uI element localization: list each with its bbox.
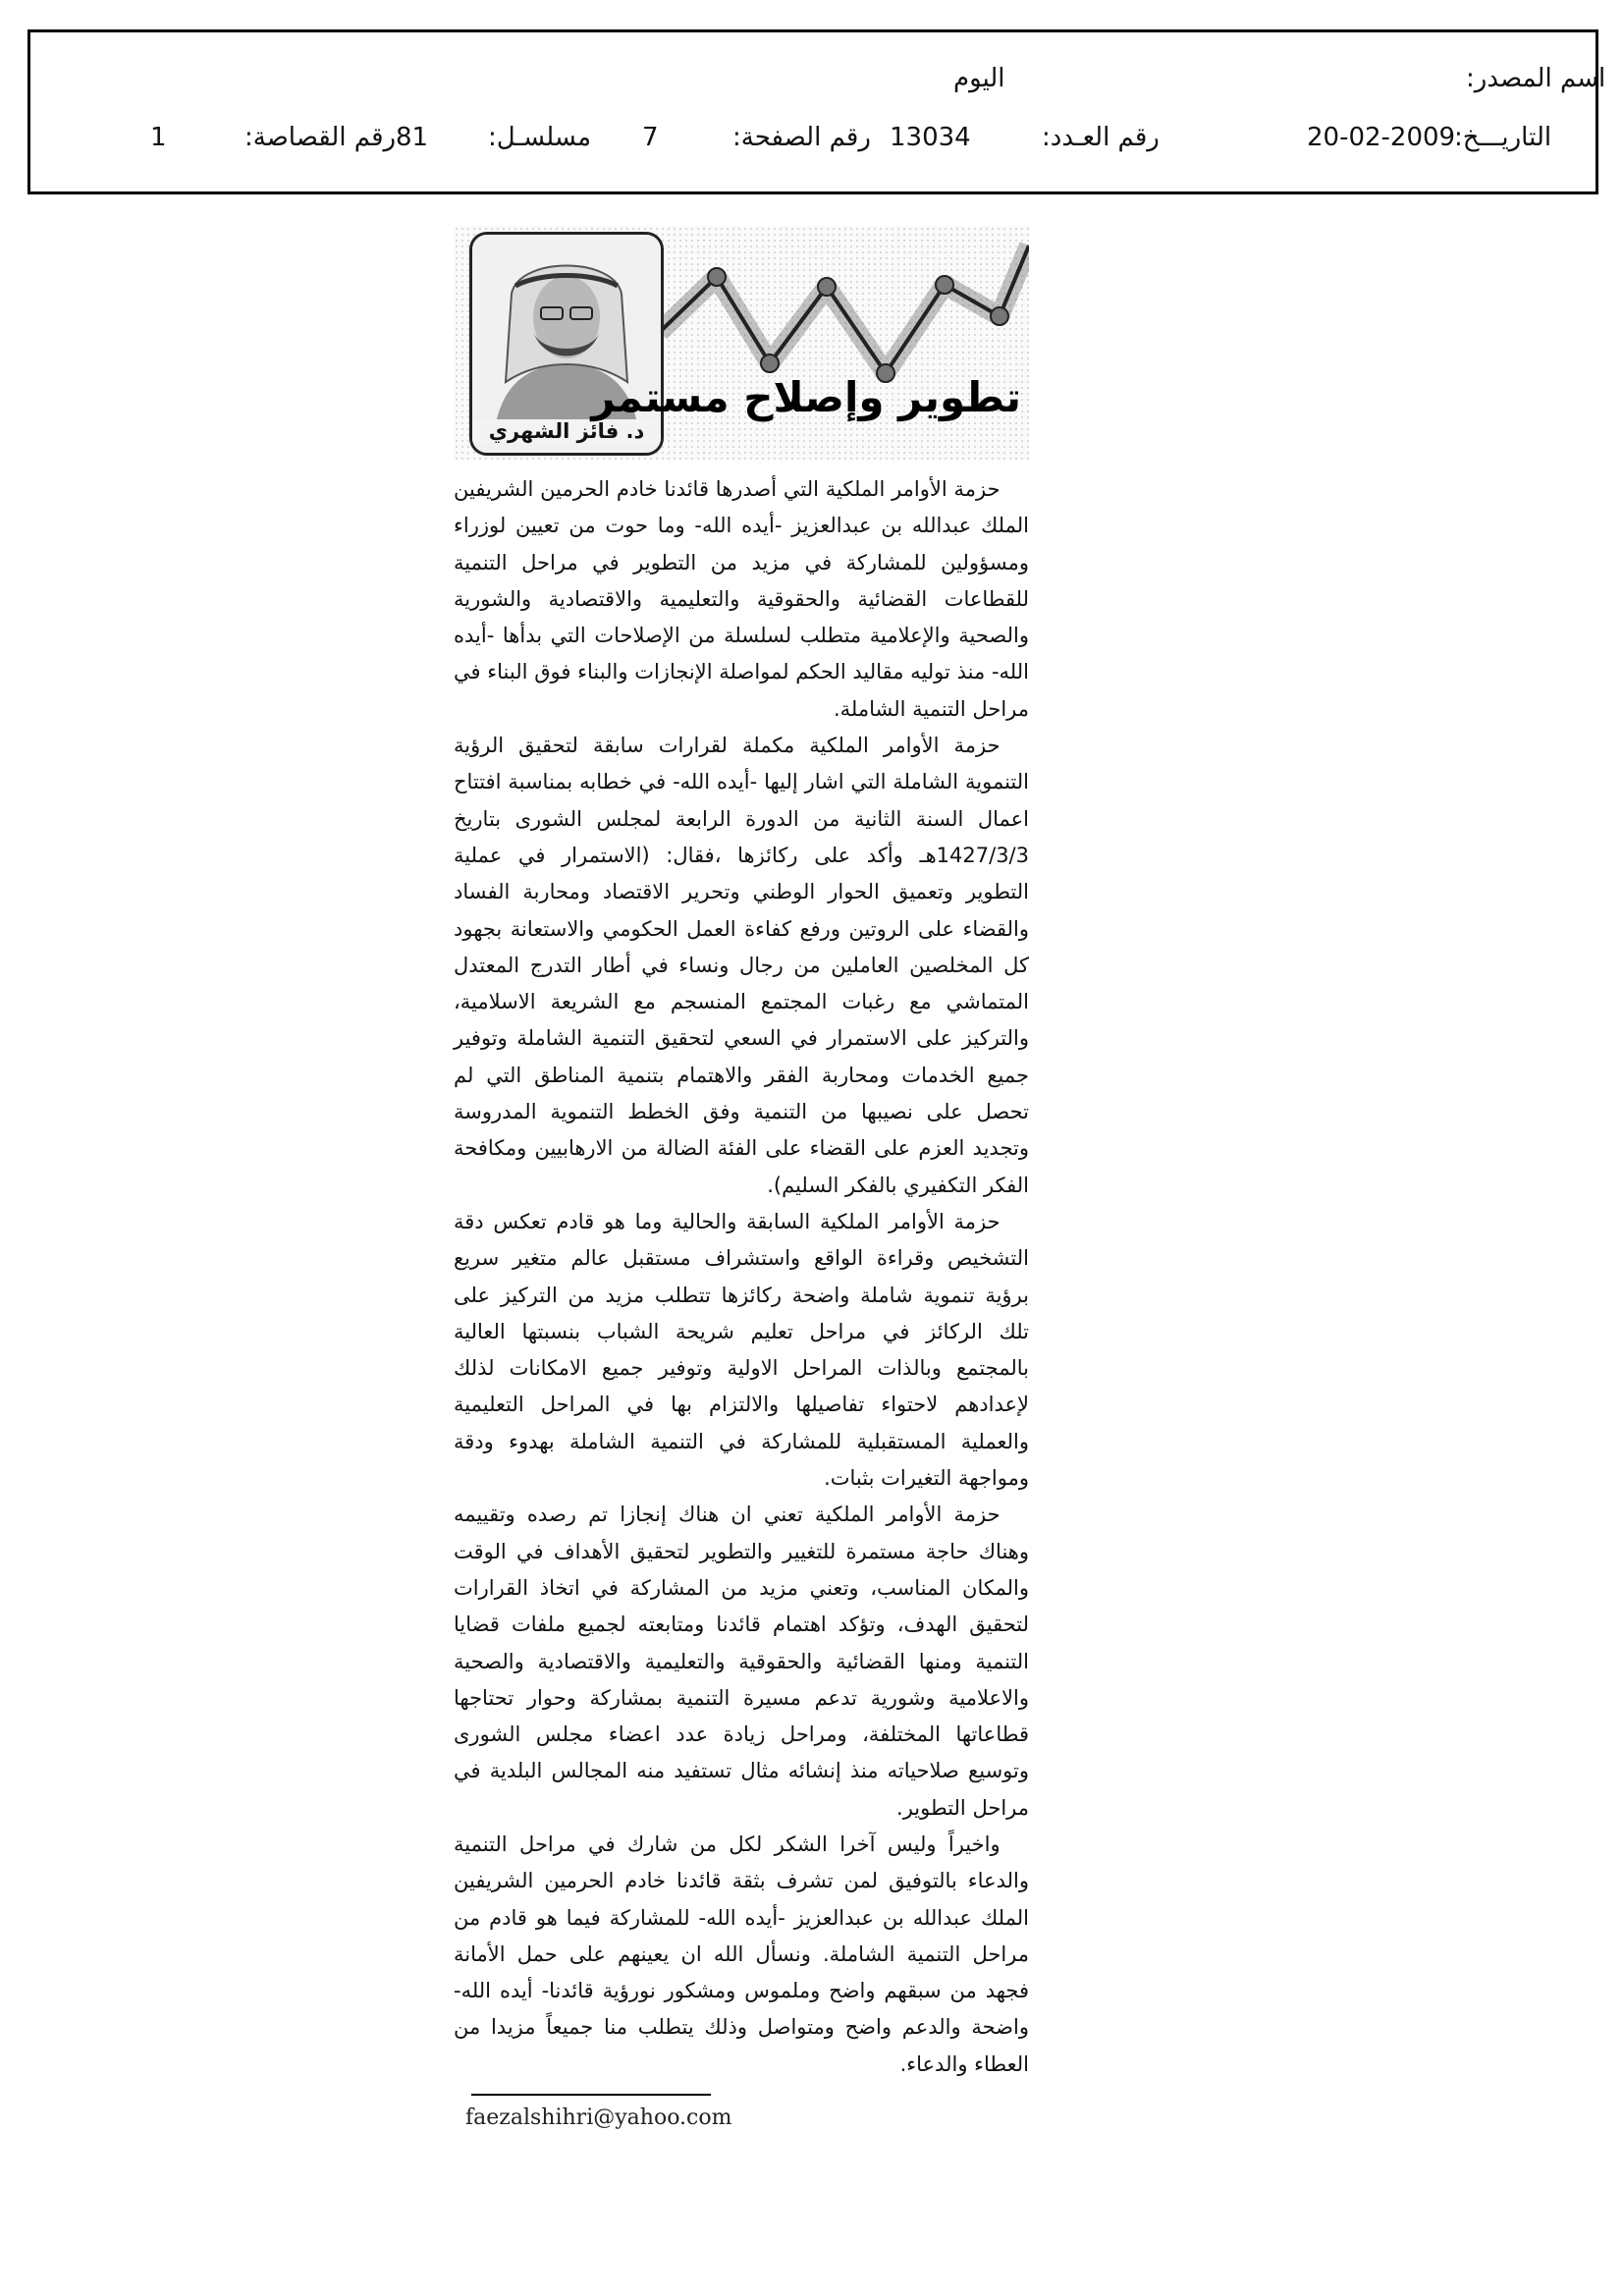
author-email: faezalshihri@yahoo.com (465, 2105, 732, 2130)
article-headline: تطوير وإصلاح مستمر (591, 373, 1021, 421)
clipping-label: رقم القصاصة: (244, 123, 397, 152)
clipping-value: 1 (150, 123, 167, 152)
date-label: التاريـــخ: (1454, 123, 1552, 152)
article-paragraph: حزمة الأوامر الملكية تعني ان هناك إنجازا تم رصده وتقييمه وهناك حاجة مستمرة للتغيير والتطوير لتحقيق الأهداف في الوقت والمكان المناسب، وتعني مزيد من المشاركة في اتخاذ القرارات لتحقيق الهدف، وتؤكد اهتمام قائدنا ومتابعته لجميع ملفات قضايا التنمية ومنها القضائية والحقوقية والتعليمية والاقتصادية والصحية والاعلامية وشورية تدعم مسيرة التنمية بمشاركة وحوار تحتاجها قطاعاتها المختلفة، ومراحل زيادة عدد اعضاء مجلس الشورى وتوسيع صلاحياته منذ إنشائه مثال تستفيد منه المجالس البلدية في مراحل التطوير. (454, 1503, 1029, 1820)
date-value: 20-02-2009 (1307, 123, 1456, 152)
clipping-header (27, 29, 1606, 194)
author-portrait (469, 232, 664, 456)
serial-label: مسلسـل: (488, 123, 591, 152)
article-banner (454, 226, 1029, 460)
issue-value: 13034 (890, 123, 971, 152)
source-value: اليوم (953, 64, 1005, 93)
article-clipping (454, 226, 1029, 2083)
source-label: اسم المصدر: (1466, 64, 1606, 93)
article-paragraph: حزمة الأوامر الملكية السابقة والحالية وما هو قادم تعكس دقة التشخيص وقراءة الواقع واستشراف مستقبل عالم متغير سريع برؤية تنموية شاملة واضحة ركائزها تتطلب مزيد من التركيز على تلك الركائز في مراحل تعليم شريحة الشباب بنسبتها العالية بالمجتمع وبالذات المراحل الاولية وتوفير جميع الامكانات لذلك لإعدادهم لاحتواء تفاصيلها والالتزام بها في المراحل التعليمية والعملية المستقبلية للمشاركة في التنمية الشاملة بهدوء ودقة ومواجهة التغيرات بثبات. (454, 1209, 1029, 1491)
page-label: رقم الصفحة: (732, 123, 871, 152)
article-paragraph: واخيراً وليس آخرا الشكر لكل من شارك في مراحل التنمية والدعاء بالتوفيق لمن تشرف بثقة قائدنا خادم الحرمين الشريفين الملك عبدالله بن عبدالعزيز -أيده الله- للمشاركة فيما هو قادم من مراحل التنمية الشاملة. ونسأل الله ان يعينهم على حمل الأمانة فجهد من سبقهم واضح وملموس ومشكور نورؤية قائدنا- أيده الله- واضحة والدعم واضح ومتواصل وذلك يتطلب منا جميعاً مزيدا من العطاء والدعاء. (454, 1831, 1029, 2076)
serial-value: 81 (396, 123, 429, 152)
footnote-divider (471, 2094, 711, 2096)
article-paragraph: حزمة الأوامر الملكية مكملة لقرارات سابقة لتحقيق الرؤية التنموية الشاملة التي اشار إليها -أيده الله- في خطابه بمناسبة افتتاح اعمال السنة الثانية من الدورة الرابعة لمجلس الشورى بتاريخ 1427/3/3هـ وأكد على ركائزها ،فقال: (الاستمرار في عملية التطوير وتعميق الحوار الوطني وتحرير الاقتصاد ومحاربة الفساد والقضاء على الروتين ورفع كفاءة العمل الحكومي والاستعانة بجهود كل المخلصين العاملين من رجال ونساء في أطار التدرج المعتدل المتماشي مع رغبات المجتمع المنسجم مع الشريعة الاسلامية، والتركيز على الاستمرار في السعي لتحقيق التنمية الشاملة وتوفير جميع الخدمات ومحاربة الفقر والاهتمام بتنمية المناطق التي لم تحصل على نصيبها من التنمية وفق الخطط التنموية المدروسة وتجديد العزم على القضاء على الفئة الضالة من الارهابيين ومكافحة الفكر التكفيري بالفكر السليم). (454, 734, 1029, 1197)
issue-label: رقم العـدد: (1042, 123, 1160, 152)
article-body (454, 471, 1029, 2083)
page-value: 7 (642, 123, 659, 152)
author-name: د. فائز الشهري (472, 419, 661, 443)
article-paragraph: حزمة الأوامر الملكية التي أصدرها قائدنا خادم الحرمين الشريفين الملك عبدالله بن عبدالعزيز -أيده الله- وما حوت من تعيين لوزراء ومسؤولين للمشاركة في مزيد من التطوير في مراحل التنمية للقطاعات القضائية والحقوقية والتعليمية والاقتصادية والشورية والصحية والإعلامية متطلب لسلسلة من الإصلاحات التي بدأها -أيده الله- منذ توليه مقاليد الحكم لمواصلة الإنجازات والبناء فوق البناء في مراحل التنمية الشاملة. (454, 477, 1029, 721)
